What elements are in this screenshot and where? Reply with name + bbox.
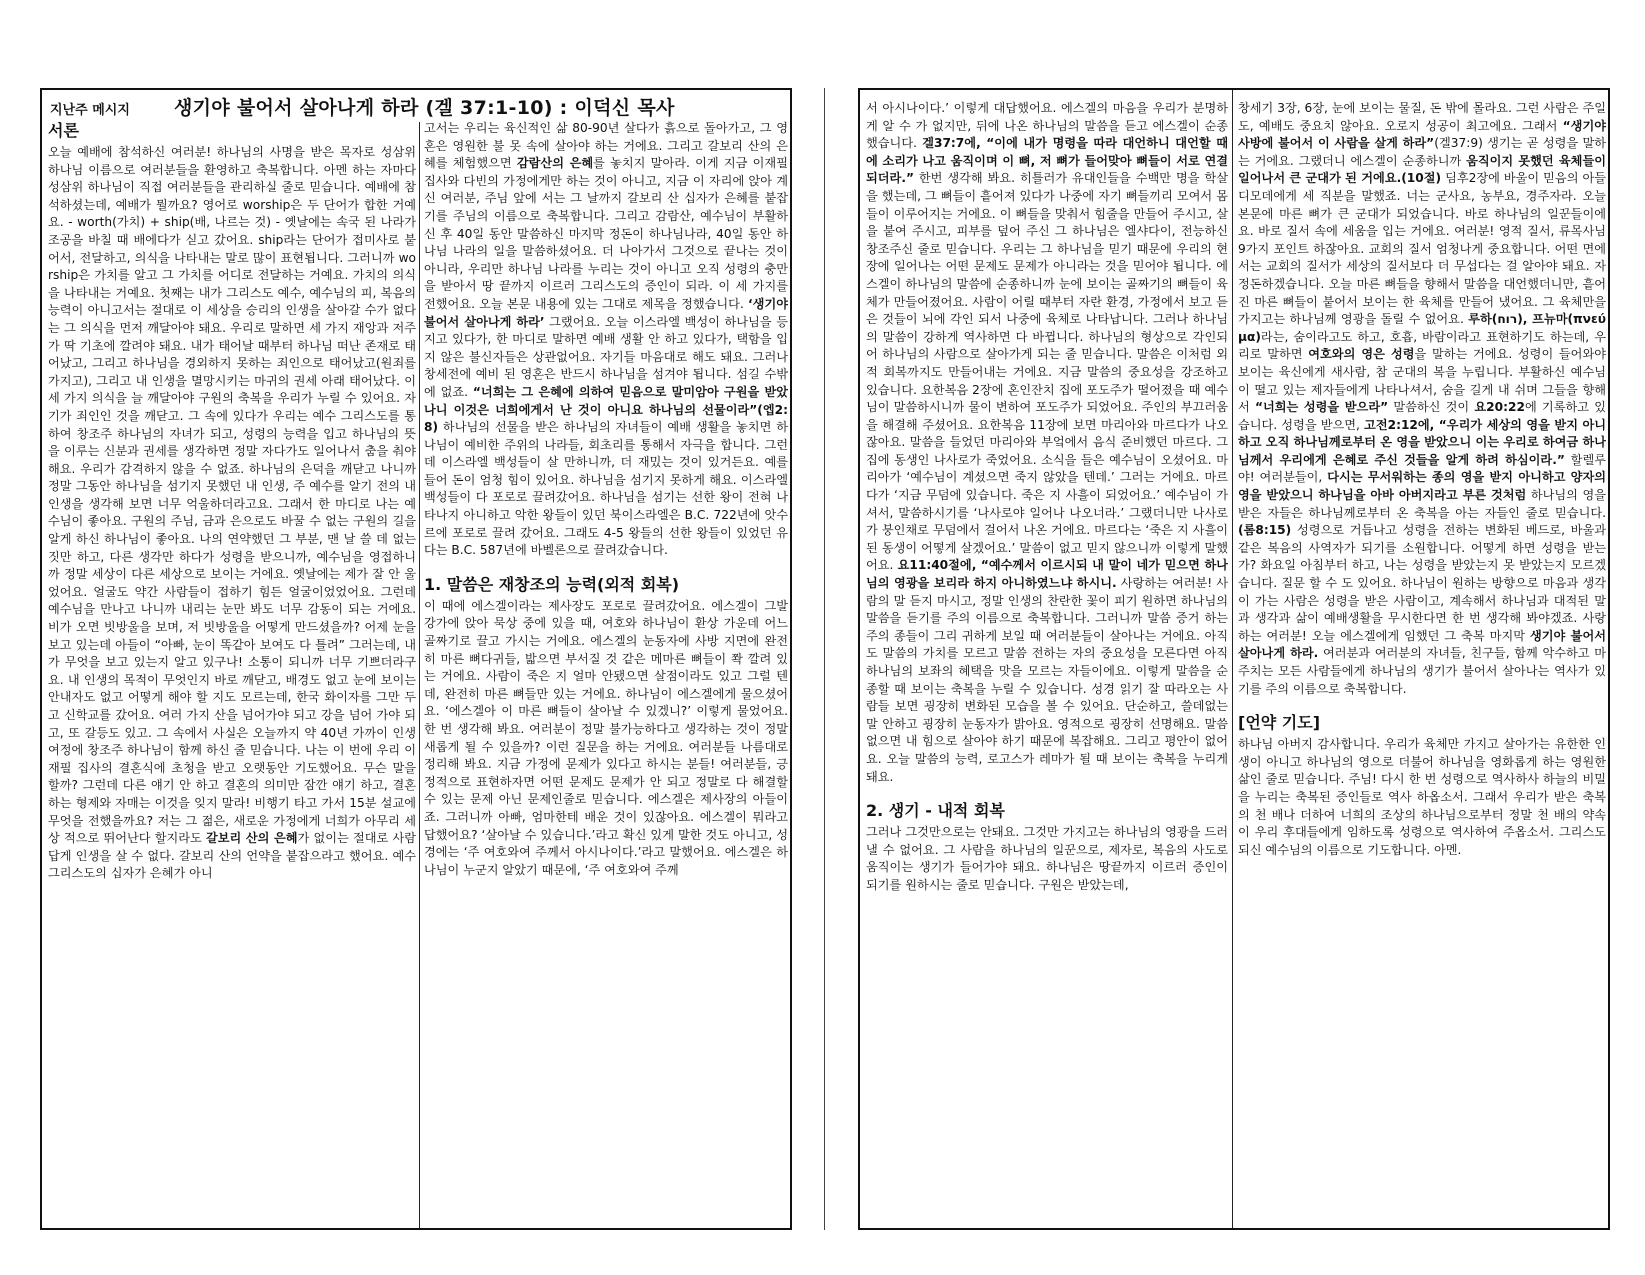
section-1-paragraph: 이 때에 에스겔이라는 제사장도 포로로 끌려갔어요. 에스겔이 그발 강가에 앉아 묵상 중에 있을 때, 여호와 하나님이 환상 가운데 어느 골짜기로 끌고 가시는 거에요. 에스겔의 눈동자에 사방 지면에 완전히 마른 뼈다귀들, 밟으면 부서질 것 같은 메마른 뼈들이 쫙 깔려 있는 거에요. 사람이 죽은 지 얼마 안됐으면 살점이라도 있고 그럴 텐데, 완전히 마른 뼈들만 있는 거에요. 하나님이 에스겔에게 물으셨어요. ‘에스겔아 이 마른 뼈들이 살아날 수 있겠니?’ 이렇게 물었어요. 한 번 생각해 봐요. 여러분이 정말 불가능하다고 생각하는 것이 정말 새롭게 될 수 있을까? 이런 질문을 하는 거에요. 여러분들 나름대로 정리해 봐요. 지금 가정에 문제가 있다고 하시는 분들! 여러분들, 긍정적으로 표현하자면 어떤 문제도 문제가 안 되고 정말로 다 해결할 수 있는 문제 아닌 문제인줄로 믿습니다. 에스겔은 제사장의 아들이죠. 그러니까 아빠, 엄마한테 배운 것이 있잖아요. 에스겔이 뭐라고 답했어요? ‘살아날 수 있습니다.’라고 확신 있게 말한 것도 아니고, 성경에는 ‘주 여호와여 주께서 아시나이다.’라고 말했어요. 에스겔은 하나님이 누군지 알았기 때문에, ‘주 여호와여 주께: [424, 598, 788, 877]
section-2-heading: 2. 생기 - 내적 회복: [866, 801, 1005, 821]
intro-paragraph: 오늘 예배에 참석하신 여러분! 하나님의 사명을 받은 목자로 성삼위 하나님 이름으로 여러분들을 환영하고 축복합니다. 아멘 하는 자마다 성삼위 하나님이 직접 여러분들을 관리하실 줄로 믿습니다. 예배에 참석하셨는데, 예배가 뭘까요? 영어로 worship은 두 단어가 합한 거예요. - worth(가치) + ship(배, 나르는 것) - 옛날에는 속국 된 나라가 조공을 바칠 때 배에다가 싣고 갔어요. ship라는 단어가 접미사로 붙어서, 전달하고, 의식을 나타내는 말로 많이 표현됩니다. 그러니까 worship은 가치를 알고 그 가치를 어디로 전달하는 거예요. 가치의 의식을 나타내는 거예요. 첫째는 내가 그리스도 예수, 예수님의 피, 복음의 능력이 아니고서는 절대로 이 세상을 승리의 인생을 살아갈 수가 없다는 그 의식을 먼저 깨달아야 돼요. 우리로 말하면 세 가지 재앙과 저주가 딱 기초에 깔려야 돼요. 내가 태어날 때부터 하나님 떠난 존재로 태어났고, 그리고 하나님을 경외하지 못하는 죄인으로 태어났고(원죄를 가지고), 그리고 내 인생을 멸망시키는 마귀의 권세 아래 태어났다. 이 세 가지 의식을 늘 깨달아야 구원의 축복을 우리가 누릴 수 있어요. 자기가 죄인인 것을 깨닫고. 그 속에 있다가 우리는 예수 그리스도를 통하여 창조주 하나님의 자녀가 되고, 성령의 능력을 입고 하나님의 뜻을 이루는 신분과 권세를 생각하면 정말 자다가도 일어나서 춤을 춰야 해요. 우리가 감격하지 않을 수 없죠. 하나님의 은덕을 깨닫고 나니까 정말 그동안 하나님을 섬기지 못했던 내 인생, 주 예수를 알기 전의 내 인생을 생각해 보면 너무 억울하더라고요. 그래서 한 마디로 나는 예수님이 좋아요. 구원의 주님, 금과 은으로도 바꿀 수 없는 구원의 길을 알게 하신 하나님이 좋아요. 나의 연약했던 그 부분, 맨 날 쓸 데 없는 짓만 하고, 다른 생각만 하다가 성령을 받으니까, 예수님을 영접하니까 정말 세상이 다른 세상으로 보이는 거에요. 옛날에는 제가 잘 안 울었어요. 얼굴도 약간 사람들이 접하기 힘든 얼굴이었었어요. 그런데 예수님을 만나고 나니까 내리는 눈만 봐도 너무 감동이 되는 거에요. 비가 오면 빗방울을 보며, 저 빗방울을 어떻게 만드셨을까? 어제 눈을 보고 있는데 아들이 “아빠, 눈이 똑같아 보여도 다 틀려” 그러는데, 내가 무엇을 보고 있는지 알고 있구나! 소통이 되니까 너무 기쁘더라구요. 내 인생의 목적이 무엇인지 바로 깨닫고, 배경도 없고 눈에 보이는 안내자도 없고 어떻게 해야 할 지도 모르는데, 한국 화이자를 그만 두고 신학교를 갔어요. 여러 가지 산을 넘어가야 되고 강을 넘어 가야 되고, 또 갈등도 있고. 그 속에서 사실은 오늘까지 약 40년 가까이 인생 여정에 창조주 하나님이 함께 하신 줄 믿습니다. 나는 이 번에 우리 이재필 집사의 결혼식에 초청을 받고 오랫동안 기도했어요. 무슨 말을 할까? 그런데 다른 얘기 안 하고 결혼의 의미만 잠깐 얘기 하고, 결혼 하는 형제와 자매는 이것을 잊지 말라! 비행기 타고 가서 15분 설교에 무엇을 전했을까요? 저는 그 젊은, 새로운 가정에게 너희가 아무리 세상 적으로 뛰어난다 할지라도 갈보리 산의 은혜가 없이는 절대로 사람답게 인생을 살 수 없다. 갈보리 산의 언약을 붙잡으라고 했어요. 예수 그리스도의 십자가 은혜가 아니: [48, 145, 416, 881]
left-column-1: [48, 120, 416, 1224]
left-page: [40, 88, 792, 1230]
section-1-heading: 1. 말씀은 재창조의 능력(외적 회복): [424, 574, 680, 594]
sermon-header: [42, 90, 790, 122]
right-column-1: [866, 100, 1228, 1224]
left-column-2: [424, 120, 788, 1224]
section-2-paragraph: 그러나 그것만으로는 안돼요. 그것만 가지고는 하나님의 영광을 드러낼 수 없어요. 그 사람을 하나님의 일꾼으로, 제자로, 복음의 사도로 움직이는 생기가 들어가야 돼요. 하나님은 땅끝까지 이르러 증인이 되기를 원하시는 줄로 믿습니다. 구원은 받았는데,: [866, 825, 1228, 892]
section-2-paragraph-cont: 창세기 3장, 6장, 눈에 보이는 물질, 돈 밖에 몰라요. 그런 사람은 주일도, 예배도 중요치 않아요. 오로지 성공이 최고에요. 그래서 “생기야 사방에 불어서 이 사람을 살게 하라”(겔37:9) 생기는 곧 성령을 말하는 거에요. 그랬더니 에스겔이 순종하니까 움직이지 못했던 육체들이 일어나서 큰 군대가 된 거에요.(10절) 딤후2장에 바울이 믿음의 아들 디모데에게 세 직분을 말했죠. 너는 군사요, 농부요, 경주자라. 오늘 본문에 마른 뼈가 큰 군대가 되었습니다. 바로 하나님의 일꾼들이에요. 바로 질서 속에 세움을 입는 거에요. 여러분! 영적 질서, 류목사님 9가지 포인트 하잖아요. 교회의 질서 엄청나게 중요합니다. 어떤 면에서는 교회의 질서가 세상의 질서보다 더 무섭다는 걸 알아야 돼요. 자 정돈하겠습니다. 오늘 마른 뼈들을 향해서 말씀을 대언했더니만, 흩어진 마른 뼈들이 붙어서 보이는 한 육체를 만들어 냈어요. 그 육체만을 가지고는 하나님께 영광을 돌릴 수 없어요. 루하(רוח), 프뉴마(πνεύμα)라는, 숨이라고도 하고, 호흡, 바람이라고 표현하기도 하는데, 우리로 말하면 여호와의 영은 성령을 말하는 거에요. 성령이 들어와야 보이는 육신에게 새사람, 참 군대의 복을 누립니다. 부활하신 예수님이 떨고 있는 제자들에게 나타나셔서, 숨을 길게 내 쉬며 그들을 향해서 “너희는 성령을 받으라” 말씀하신 것이 요20:22에 기록하고 있습니다. 성령을 받으면, 고전2:12에, “우리가 세상의 영을 받지 아니하고 오직 하나님께로부터 온 영을 받았으니 이는 우리로 하여금 하나님께서 우리에게 은혜로 주신 것들을 알게 하려 하심이라.” 할렐루야! 여러분들이, 다시는 무서워하는 종의 영을 받지 아니하고 양자의 영을 받았으니 하나님을 아바 아버지라고 부른 것처럼 하나님의 영을 받은 자들은 하나님께로부터 온 축복을 아는 자들인 줄로 믿습니다.(롬8:15) 성령으로 거듭나고 성령을 전하는 변화된 베드로, 바울과 같은 복음의 사역자가 되기를 소원합니다. 어떻게 하면 성령을 받는가? 화요일 아침부터 하고, 나는 성령을 받았는지 못 받았는지 모르겠습니다. 질문 할 수 도 있어요. 하나님이 원하는 방향으로 마음과 생각이 가는 사람은 성령을 받은 사람이고, 계속해서 하나님과 대적된 말과 생각과 삶이 예배생활을 무시한다면 한 번 생각해 봐야겠죠. 사랑하는 여러분! 오늘 에스겔에게 임했던 그 축복 마지막 생기야 불어서 살아나게 하라. 여러분과 여러분의 자녀들, 친구들, 함께 악수하고 마주치는 모든 사람들에게 하나님의 생기가 불어서 살아나는 역사가 있기를 주의 이름으로 축복합니다.: [1238, 101, 1606, 696]
section-label: 지난주 메시지: [50, 103, 130, 118]
column-divider: [1232, 90, 1233, 1228]
page-fold-line: [824, 88, 825, 1230]
column-divider: [419, 122, 420, 1228]
right-page: [858, 88, 1610, 1230]
sermon-title: 생기야 불어서 살아나게 하라 (겔 37:1-10) : 이덕신 목사: [174, 97, 675, 119]
prayer-paragraph: 하나님 아버지 감사합니다. 우리가 육체만 가지고 살아가는 유한한 인생이 아니고 하나님의 영으로 더불어 하나님을 영화롭게 하는 영원한 삶인 줄로 믿습니다. 주님! 다시 한 번 성령으로 역사하사 하늘의 비밀을 누리는 축복된 증인들로 역사 하옵소서. 그래서 우리가 받은 축복의 천 배나 더하여 너희의 조상의 하나님으로부터 정말 천 배의 약속이 우리 후대들에게 임하도록 성령으로 역사하여 주옵소서. 그리스도 되신 예수님의 이름으로 기도합니다. 아멘.: [1238, 737, 1606, 857]
section-1-paragraph-cont: 서 아시나이다.’ 이렇게 대답했어요. 에스겔의 마음을 우리가 분명하게 알 수 가 없지만, 뒤에 나온 하나님의 말씀을 듣고 에스겔이 순종했습니다. 겔37:7에, “이에 내가 명령을 따라 대언하니 대언할 때에 소리가 나고 움직이며 이 뼈, 저 뼈가 들어맞아 뼈들이 서로 연결되더라.” 한번 생각해 봐요. 히틀러가 유대인들을 수백만 명을 학살을 했는데, 그 뼈들이 흩어져 있다가 나중에 자기 뼈들끼리 모여서 몸들이 이루어지는 거에요. 이 뼈들을 맞춰서 힘줄을 만들어 주시고, 살을 붙여 주시고, 피부를 덮어 주신 그 하나님은 엘샤다이, 전능하신 창조주신 줄로 믿습니다. 우리는 그 하나님을 믿기 때문에 우리의 현장에 일어나는 어떤 문제도 문제가 아니라는 것을 믿어야 됩니다. 에스겔이 하나님의 말씀에 순종하니까 눈에 보이는 골짜기의 뼈들이 육체가 만들어졌어요. 사람이 어릴 때부터 자란 환경, 가정에서 보고 듣은 것들이 뇌에 각인 되서 나중에 육체로 나타납니다. 그러나 하나님의 말씀이 강하게 역사하면 다 바뀝니다. 하나님의 형상으로 각인되어 하나님의 사람으로 살아가게 되는 줄 믿습니다. 말씀은 이처럼 외적 회복까지도 만들어내는 거에요. 지금 말씀의 중요성을 강조하고 있습니다. 요한복음 2장에 혼인잔치 집에 포도주가 떨어졌을 때 예수님이 말씀하시니까 물이 변하여 포도주가 되었어요. 주인의 부끄러움을 해결해 주셨어요. 요한복음 11장에 보면 마리아와 마르다가 나오잖아요. 말씀을 들었던 마리아와 부엌에서 음식 준비했던 마르다. 그 집에 동생인 나사로가 죽었어요. 소식을 들은 예수님이 오셨어요. 마리아가 ‘예수님이 계셨으면 죽지 않았을 텐데.’ 그러는 거에요. 마르다가 ‘지금 무덤에 있습니다. 죽은 지 사흘이 되었어요.’ 예수님이 가셔서, 말씀하시기를 ‘나사로야 일어나 나오너라.’ 그랬더니만 나사로가 붕인채로 무덤에서 걸어서 나온 거에요. 마르다는 ‘죽은 지 사흘이 된 동생이 어떻게 살겠어요.’ 말씀이 없고 믿지 않으니까 이렇게 말했어요. 요11:40절에, “예수께서 이르시되 내 말이 네가 믿으면 하나님의 영광을 보리라 하지 아니하였느냐 하시니. 사랑하는 여러분! 사람의 말 듣지 마시고, 정말 인생의 찬란한 꽃이 피기 원하면 하나님의 말씀을 듣기를 주의 이름으로 축복합니다. 그러니까 말씀 증거 하는 주의 종들이 그리 귀하게 보일 때 여러분들이 살아나는 거에요. 아직도 말씀의 가치를 모르고 말씀 전하는 자의 중요성을 모른다면 아직 하나님의 보좌의 혜택을 맛을 모르는 자들이에요. 이렇게 말씀을 순종할 때 보이는 축복을 누릴 수 있습니다. 성경 읽기 잘 따라오는 사람들 보면 굉장히 변화된 모습을 볼 수 있어요. 단순하고, 쓸데없는 말 안하고 굉장히 눈동자가 밝아요. 영적으로 굉장히 선명해요. 말씀 없으면 내 힘으로 살아야 하기 때문에 복잡해요. 그리고 평안이 없어요. 오늘 말씀의 능력, 로고스가 레마가 될 때 보이는 축복을 누리게 돼요.: [866, 101, 1228, 784]
prayer-heading: [언약 기도]: [1238, 713, 1321, 733]
intro-heading: 서론: [48, 121, 79, 140]
right-column-2: [1238, 100, 1606, 1224]
intro-paragraph-cont: 고서는 우리는 육신적인 삶 80-90년 살다가 흙으로 돌아가고, 그 영혼은 영원한 불 못 속에 살아야 하는 거에요. 그리고 갈보리 산의 은혜를 체험했으면 감람산의 은혜를 놓치지 말아라. 이게 지금 이재필 집사와 다빈의 가정에게만 하는 것이 아니고, 지금 이 자리에 앉아 계신 여러분, 주님 앞에 서는 그 날까지 갈보리 산 십자가 은혜를 붙잡기를 주님의 이름으로 축복합니다. 그리고 감람산, 예수님이 부활하신 후 40일 동안 말씀하신 마지막 정돈이 하나님나라, 40일 동안 하나님 나라의 일을 말씀하셨어요. 더 나아가서 그것으로 끝나는 것이 아니라, 우리만 하나님 나라를 누리는 것이 아니고 오직 성령의 충만을 받아서 땅 끝까지 이르러 그리스도의 증인이 되라. 이 세 가지를 전했어요. 오늘 본문 내용에 있는 그대로 제목을 정했습니다. ‘생기야 불어서 살아나게 하라’ 그랬어요. 오늘 이스라엘 백성이 하나님을 등지고 있다가, 한 마디로 말하면 예배 생활 안 하고 있다가, 택함을 입지 않은 불신자들은 상관없어요. 자기들 마음대로 해도 돼요. 그러나 창세전에 예비 된 영혼은 반드시 하나님을 섬겨야 됩니다. 섬길 수밖에 없죠. “너희는 그 은혜에 의하여 믿음으로 말미암아 구원을 받았나니 이것은 너희에게서 난 것이 아니요 하나님의 선물이라”(엡2:8) 하나님의 선물을 받은 하나님의 자녀들이 예배 생활을 놓치면 하나님이 예비한 주위의 나라들, 회초리를 통해서 자극을 합니다. 그런데 이스라엘 백성들이 살 만하니까, 더 재밌는 것이 있거든요. 예를 들어 돈이 엄청 힘이 있어요. 하나님을 섬기지 못하게 해요. 이스라엘 백성들이 다 포로로 끌려갔어요. 하나님을 섬기는 선한 왕이 전혀 나타나지 아니하고 악한 왕들이 있던 북이스라엘은 B.C. 722년에 앗수르에 포로로 끌려 갔어요. 그래도 4-5 왕들의 선한 왕들이 있었던 유다는 B.C. 587년에 바벨론으로 끌려갔습니다.: [424, 121, 788, 558]
